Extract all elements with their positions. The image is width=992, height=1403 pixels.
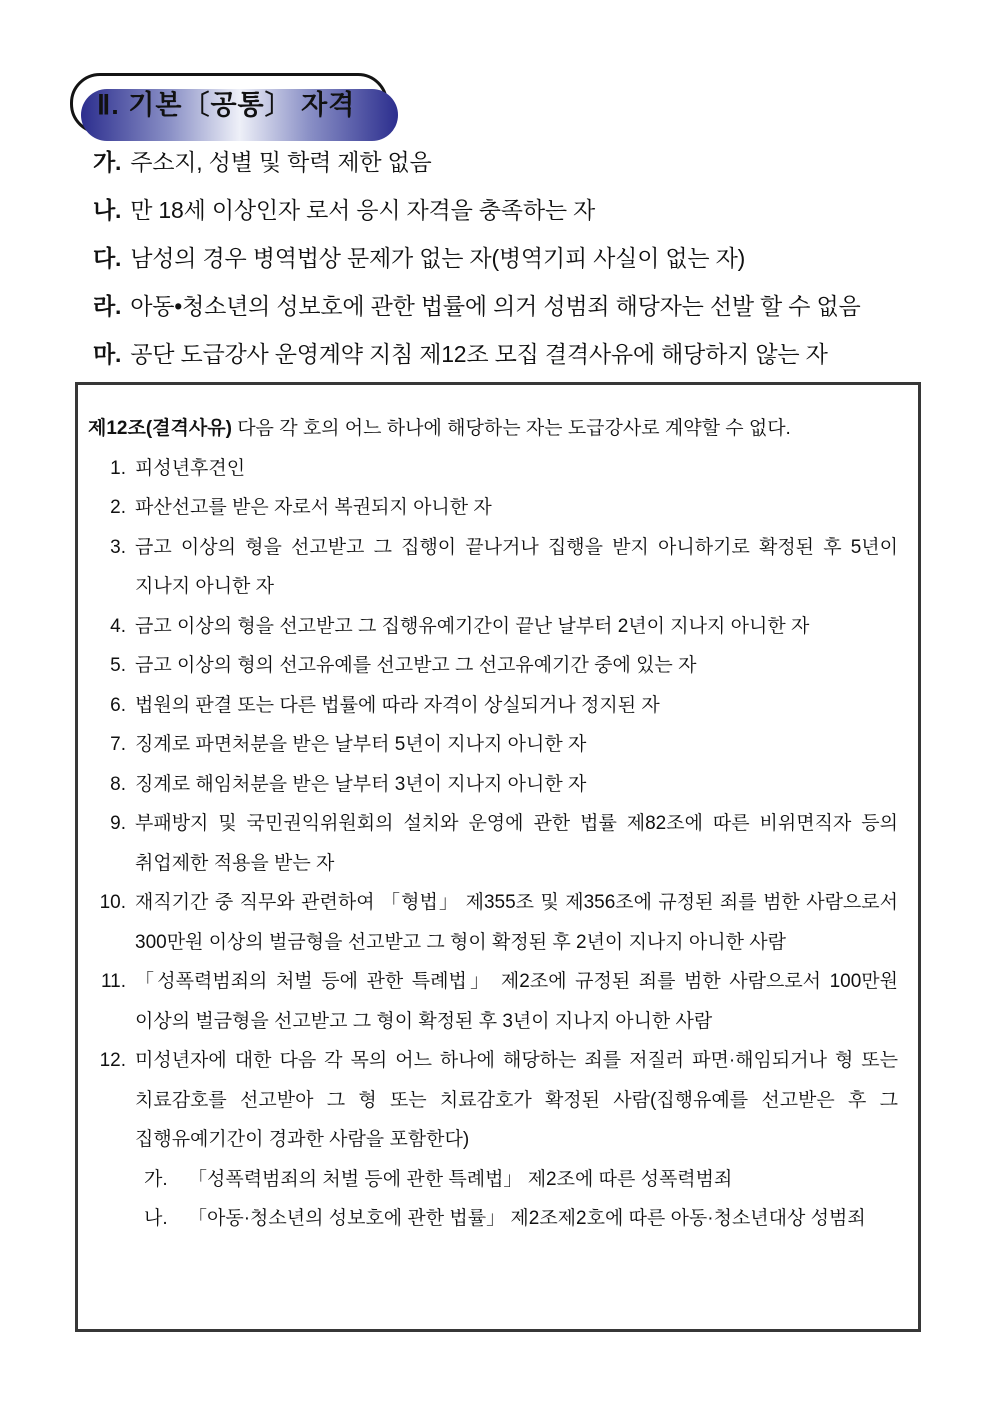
sub-item-label: 가. — [144, 1168, 168, 1190]
article-item-number: 2. — [110, 497, 126, 518]
qualification-text: 남성의 경우 병역법상 문제가 없는 자(병역기피 사실이 없는 자) — [130, 245, 746, 271]
article-12-box — [75, 382, 921, 1332]
article-item — [86, 962, 898, 1041]
article-item-number: 6. — [110, 694, 126, 716]
article-sub-item — [144, 1199, 898, 1239]
article-item — [86, 883, 898, 962]
article-item — [86, 765, 898, 805]
section-badge-wrap — [70, 73, 388, 134]
article-item-number: 7. — [110, 734, 126, 755]
sub-item-label: 나. — [144, 1208, 168, 1229]
qualification-item — [93, 282, 952, 330]
article-item-number: 12. — [99, 1050, 126, 1071]
article-item-number: 9. — [110, 813, 126, 834]
qualification-text: 공단 도급강사 운영계약 지침 제12조 모집 결격사유에 해당하지 않는 자 — [130, 341, 828, 367]
article-item-number: 5. — [110, 655, 126, 676]
article-item — [86, 804, 898, 883]
qualification-label: 마. — [93, 341, 122, 367]
qualification-label: 다. — [93, 245, 122, 271]
article-item-text: 징계로 파면처분을 받은 날부터 5년이 지나지 아니한 자 — [135, 734, 587, 755]
qualification-item — [93, 138, 952, 186]
qualification-item — [93, 186, 952, 234]
article-item — [86, 725, 898, 765]
article-item-text: 미성년자에 대한 다음 각 목의 어느 하나에 해당하는 죄를 저질러 파면·해임되거나 형 또는 치료감호를 선고받아 그 형 또는 치료감호가 확정된 사람(집행유예를 선고받은 후 그 집행유예기간이 경과한 사람을 포함한다) — [135, 1050, 898, 1150]
article-item — [86, 1041, 898, 1160]
qualification-label: 라. — [93, 293, 122, 319]
article-item-text: 금고 이상의 형을 선고받고 그 집행유예기간이 끝난 날부터 2년이 지나지 아니한 자 — [135, 615, 810, 637]
qualification-list — [93, 138, 952, 378]
sub-item-text: 「성폭력범죄의 처벌 등에 관한 특례법」 제2조에 따른 성폭력범죄 — [188, 1168, 733, 1190]
article-heading — [86, 409, 898, 449]
article-item-text: 파산선고를 받은 자로서 복권되지 아니한 자 — [135, 497, 492, 518]
qualification-text: 아동•청소년의 성보호에 관한 법률에 의거 성범죄 해당자는 선발 할 수 없음 — [130, 293, 861, 319]
qualification-text: 만 18세 이상인자 로서 응시 자격을 충족하는 자 — [130, 197, 596, 223]
article-item-number: 4. — [110, 615, 126, 637]
section-title-badge — [70, 73, 388, 134]
qualification-item — [93, 234, 952, 282]
qualification-label: 나. — [93, 197, 122, 223]
article-heading-title: 제12조(결격사유) — [88, 418, 232, 439]
article-item — [86, 646, 898, 686]
qualification-label: 가. — [93, 149, 122, 175]
article-item-text: 징계로 해임처분을 받은 날부터 3년이 지나지 아니한 자 — [135, 773, 587, 795]
article-item — [86, 607, 898, 647]
article-item-number: 10. — [99, 892, 126, 913]
article-item-text: 금고 이상의 형을 선고받고 그 집행이 끝나거나 집행을 받지 아니하기로 확정된 후 5년이 지나지 아니한 자 — [135, 536, 898, 597]
qualification-text: 주소지, 성별 및 학력 제한 없음 — [130, 149, 432, 175]
article-item-text: 부패방지 및 국민권익위원회의 설치와 운영에 관한 법률 제82조에 따른 비위면직자 등의 취업제한 적용을 받는 자 — [135, 813, 898, 874]
article-item-text: 「성폭력범죄의 처벌 등에 관한 특례법」 제2조에 규정된 죄를 범한 사람으로서 100만원 이상의 벌금형을 선고받고 그 형이 확정된 후 3년이 지나지 아니한 사람 — [135, 971, 898, 1032]
article-item-number: 1. — [110, 457, 126, 479]
article-item — [86, 686, 898, 726]
article-item-text: 재직기간 중 직무와 관련하여 「형법」 제355조 및 제356조에 규정된 죄를 범한 사람으로서 300만원 이상의 벌금형을 선고받고 그 형이 확정된 후 2년이 지나지 아니한 사람 — [135, 892, 898, 953]
section-title: Ⅱ. 기본〔공통〕 자격 — [97, 90, 356, 120]
article-item-number: 11. — [100, 971, 126, 992]
article-item — [86, 528, 898, 607]
article-heading-text: 다음 각 호의 어느 하나에 해당하는 자는 도급강사로 계약할 수 없다. — [231, 418, 791, 439]
article-item — [86, 488, 898, 528]
article-item-number: 3. — [110, 536, 126, 558]
qualification-item — [93, 330, 952, 378]
sub-item-text: 「아동·청소년의 성보호에 관한 법률」 제2조제2호에 따른 아동·청소년대상 성범죄 — [188, 1208, 866, 1229]
article-item-text: 금고 이상의 형의 선고유예를 선고받고 그 선고유예기간 중에 있는 자 — [135, 655, 697, 676]
article-item-number: 8. — [110, 773, 126, 795]
article-item — [86, 449, 898, 489]
article-sub-item — [144, 1160, 898, 1200]
article-item-text: 법원의 판결 또는 다른 법률에 따라 자격이 상실되거나 정지된 자 — [135, 694, 660, 716]
article-item-text: 피성년후견인 — [135, 457, 246, 479]
